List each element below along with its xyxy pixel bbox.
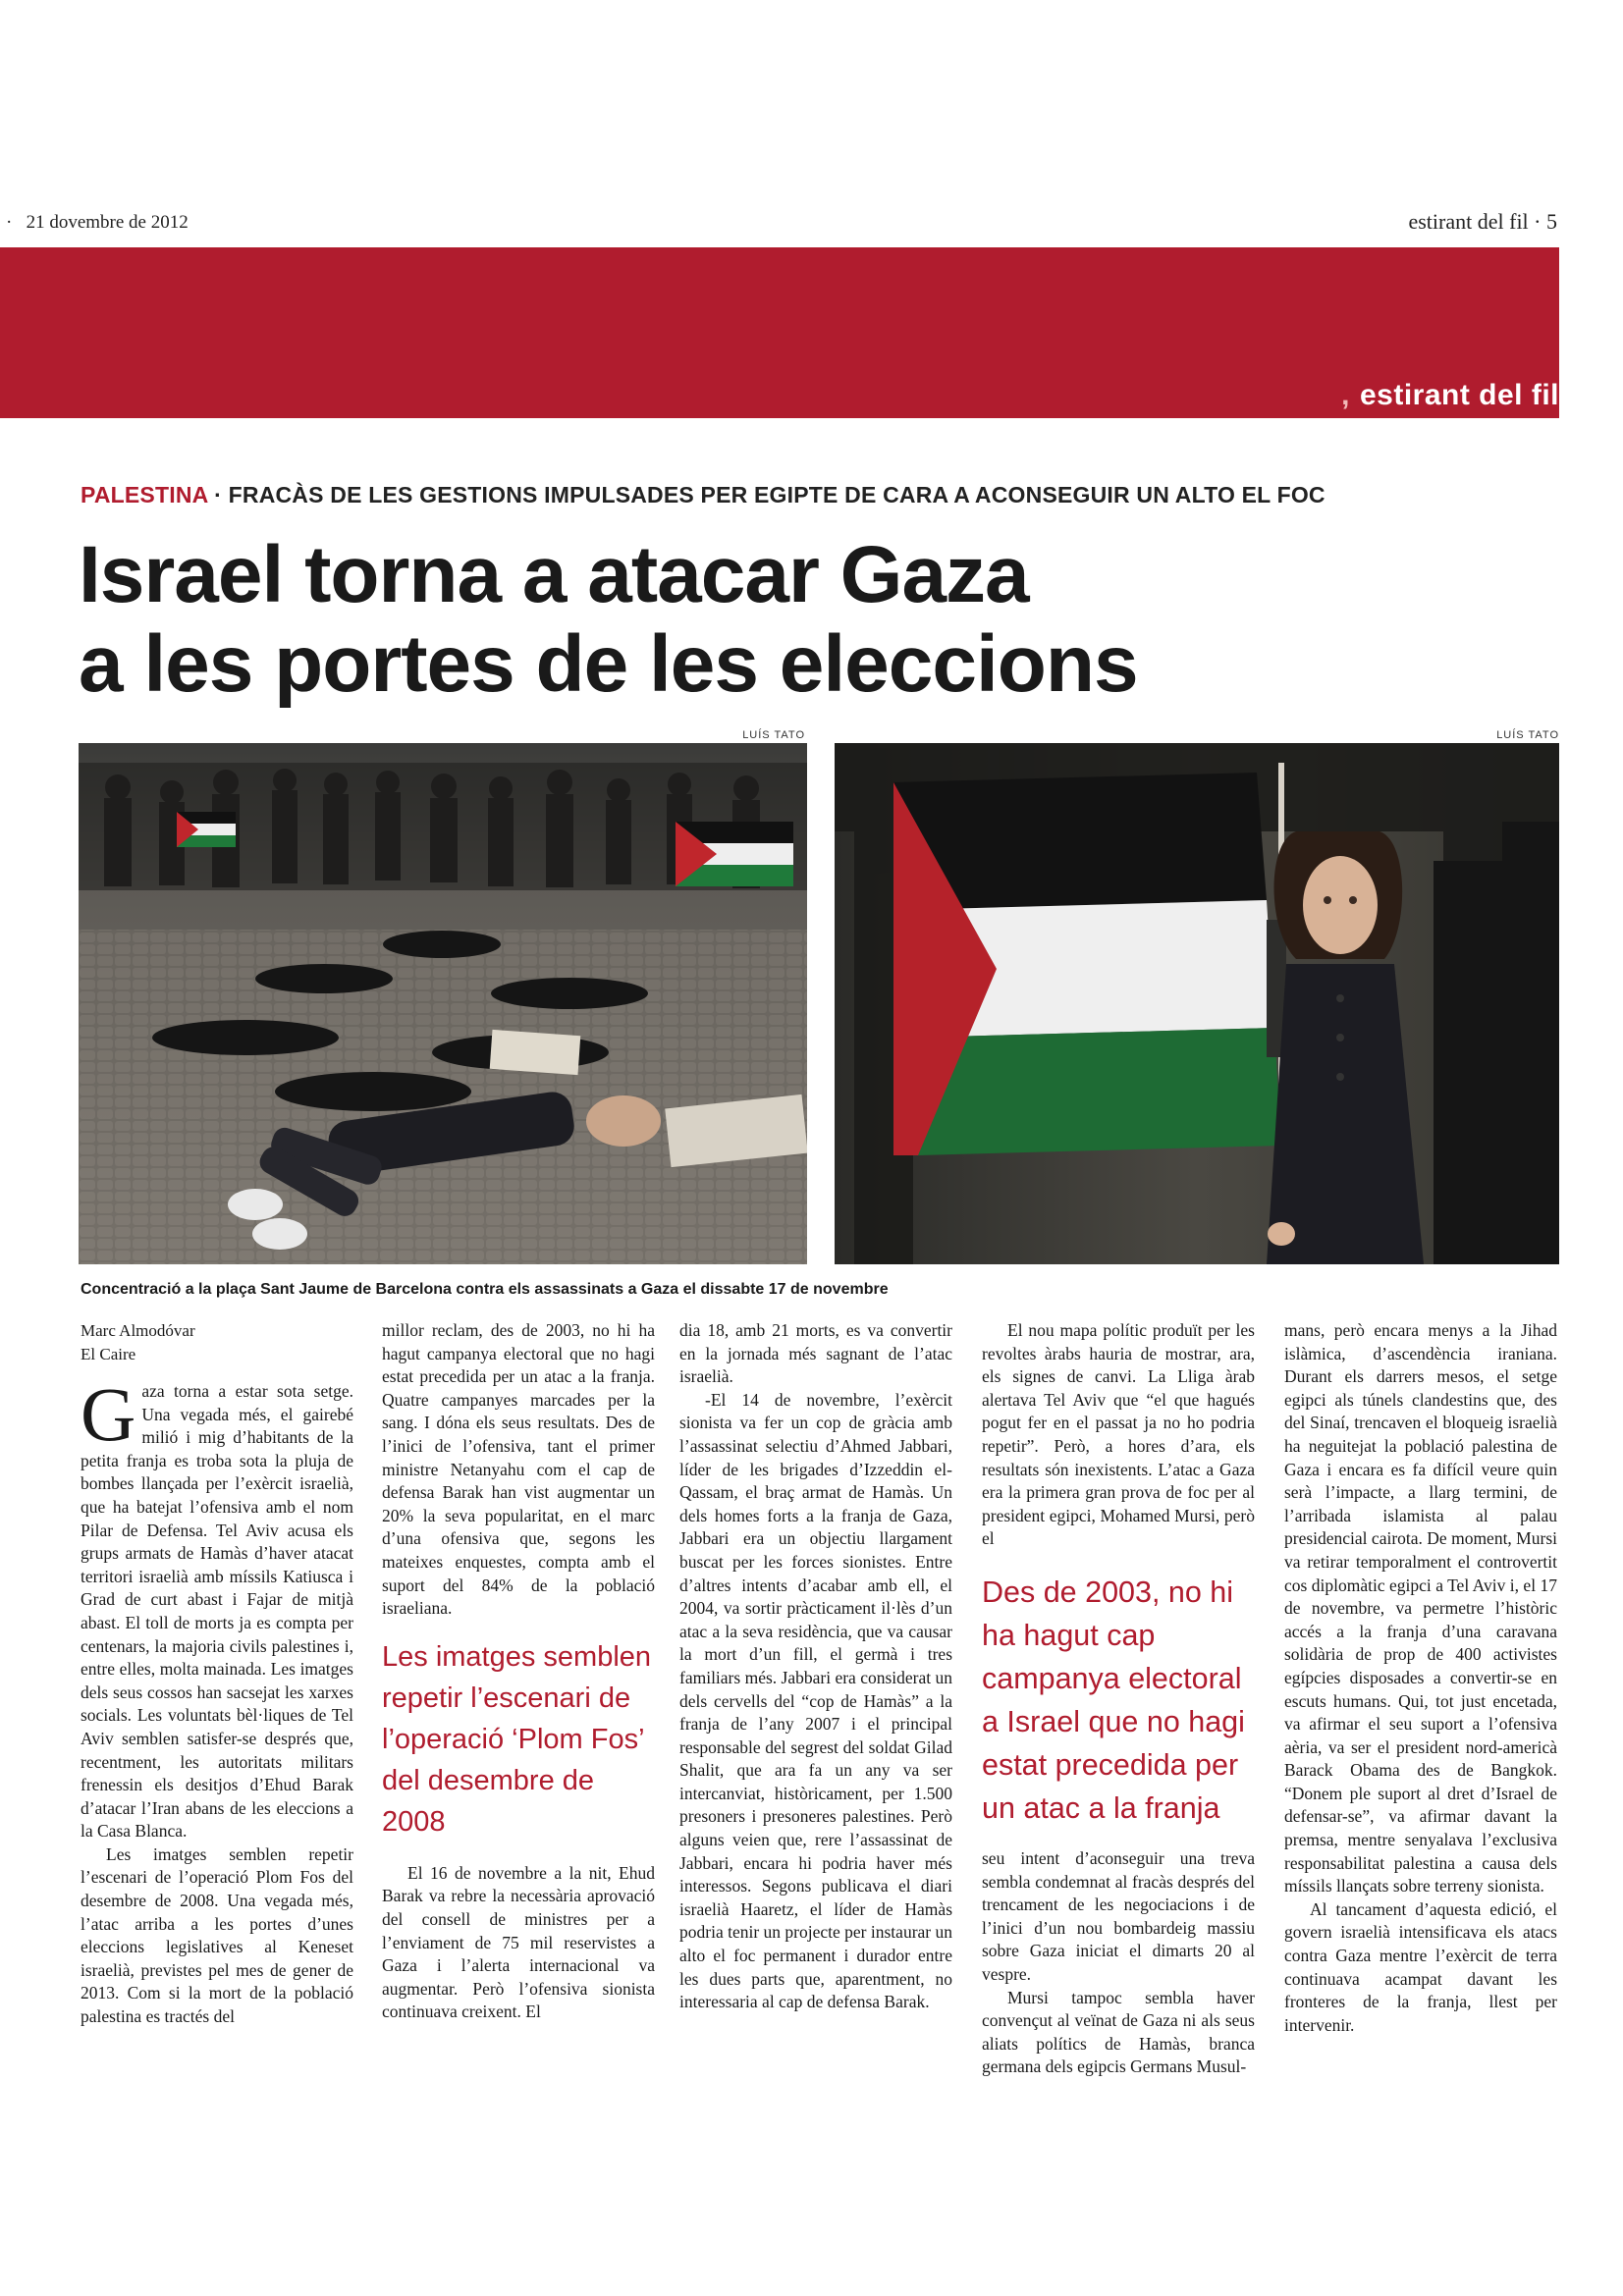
headline-line-1: Israel torna a atacar Gaza bbox=[79, 530, 1029, 619]
header-date: 21 dovembre de 2012 bbox=[26, 212, 189, 233]
drop-cap: G bbox=[81, 1371, 136, 1457]
col4-p2: seu intent d’aconseguir una treva sembla condemnat al fracàs després del trencament de les negociacions i de l’inici d’un nou bombardeig massiu sobre Gaza iniciat el dimarts 20 al vespre. bbox=[982, 1847, 1255, 1984]
photo-girl-flag-illustration bbox=[835, 743, 1559, 1264]
kicker-tag: PALESTINA bbox=[81, 482, 208, 507]
article-column-5 bbox=[1284, 1319, 1557, 2037]
article-column-4 bbox=[982, 1319, 1255, 2079]
photo-credit-left: LUÍS TATO bbox=[742, 729, 805, 741]
page-header-left bbox=[6, 212, 189, 234]
col1-p2: Les imatges semblen repetir l’escenari de l’operació Plom Fos del desembre de 2008. Una vegada més, l’atac arriba a les portes d’unes eleccions legislatives al Keneset israelià, previstes pel mes de gener de 2013. Com si la mort de la població palestina es tractés del bbox=[81, 1843, 353, 2027]
pull-quote-2: Des de 2003, no hi ha hagut cap campanya electoral a Israel que no hagi estat precedida per un atac a la franja bbox=[982, 1575, 1245, 1825]
article-column-3 bbox=[679, 1319, 952, 2014]
photo-die-in-illustration bbox=[79, 743, 807, 1264]
col4-p3: Mursi tampoc sembla haver convençut al veïnat de Gaza ni als seus aliats polítics de Hamàs, branca germana dels egipcis Germans Musul- bbox=[982, 1987, 1255, 2077]
header-bullet: · bbox=[6, 212, 13, 233]
kicker bbox=[81, 482, 1325, 508]
byline bbox=[81, 1319, 353, 1366]
photo-credit-right: LUÍS TATO bbox=[1496, 729, 1559, 741]
col4-p1: El nou mapa polític produït per les revoltes àrabs hauria de mostrar, ara, els signes de canvi. La Lliga àrab alertava Tel Aviv que “el que hagués pogut fer en el passat ja no ho podria repetir”. Però, a hores d’ara, els resultats són inexistents. L’atac a Gaza era la primera gran prova de foc per al president egipci, Mohamed Mursi, però el bbox=[982, 1320, 1255, 1549]
red-section-band bbox=[0, 247, 1559, 418]
article-column-2 bbox=[382, 1319, 655, 2024]
byline-place: El Caire bbox=[81, 1345, 136, 1363]
article-column-1 bbox=[81, 1319, 353, 2029]
col2-p1: millor reclam, des de 2003, no hi ha hagut campanya electoral que no hagi estat precedida per un atac a la franja. Quatre campanyes marcades per la sang. I dóna els seus resultats. Des de l’inici de l’ofensiva, tant el primer ministre Netanyahu com el cap de defensa Barak han vist augmentar un 20% la seva popularitat, en el marc d’una ofensiva que, segons les mateixes enquestes, compta amb el suport del 84% de la població israeliana. bbox=[382, 1320, 655, 1619]
section-mark: , bbox=[1341, 379, 1350, 411]
headline-line-2: a les portes de les eleccions bbox=[79, 619, 1138, 709]
byline-author: Marc Almodóvar bbox=[81, 1321, 195, 1340]
band-section-label bbox=[1341, 379, 1559, 412]
header-section-page: estirant del fil · 5 bbox=[1408, 209, 1557, 234]
col1-p1: aza torna a estar sota setge. Una vegada més, el gairebé milió i mig d’habitants de la petita franja es troba sota la pluja de bombes llançada per l’exèrcit israelià, que ha batejat l’ofensiva amb el nom Pilar de Defensa. Tel Aviv acusa els grups armats de Hamàs d’haver atacat territori israelià amb míssils Katiusca i Grad de curt abast i Fajar de mitjà abast. El toll de morts ja es compta per centenars, la majoria civils palestines i, entre elles, molta mainada. Les imatges dels seus cossos han sacsejat les xarxes socials. Les voluntats bèl·liques de Tel Aviv semblen satisfer-se després que, recentment, les autoritats militars frenessin els desitjos d’Ehud Barak d’atacar l’Iran abans de les eleccions a la Casa Blanca. bbox=[81, 1381, 353, 1842]
photo-girl-with-flag bbox=[835, 743, 1559, 1264]
section-label: estirant del fil bbox=[1359, 379, 1559, 411]
kicker-text: · FRACÀS DE LES GESTIONS IMPULSADES PER EGIPTE DE CARA A ACONSEGUIR UN ALTO EL FOC bbox=[207, 482, 1325, 507]
col5-p2: Al tancament d’aquesta edició, el govern israelià intensificava els atacs contra Gaza mentre l’exèrcit de terra continuava acampat davant les fronteres de la franja, llest per intervenir. bbox=[1284, 1898, 1557, 2035]
photo-die-in-protest bbox=[79, 743, 807, 1264]
body-paragraph bbox=[81, 1371, 353, 1843]
col5-p1: mans, però encara menys a la Jihad islàmica, d’ascendència iraniana. Durant els darrers mesos, el setge egipci als túnels clandestins que, des del Sinaí, trencaven el bloqueig israelià ha neguitejat la població palestina de Gaza i encara es fa difícil veure quin serà l’impacte, a llarg termini, de l’arribada islamista al palau presidencial cairota. De moment, Mursi va retirar temporalment el controvertit cos diplomàtic egipci a Tel Aviv i, el 17 de novembre, va permetre l’històric accés a la franja d’una caravana solidària de prop de 400 activistes egípcies disposades a convertir-se en escuts humans. Qui, tot just encetada, va afirmar el seu suport a l’ofensiva aèria, va ser el president nord-americà Barack Obama des de Bangkok. “Donem ple suport al dret d’Israel de defensar-se”, va afirmar davant la premsa, mentre senyalava l’exclusiva responsabilitat palestina a causa dels míssils llançats sobre terreny sionista. bbox=[1284, 1320, 1557, 1896]
col3-p2: -El 14 de novembre, l’exèrcit sionista va fer un cop de gràcia amb l’assassinat selectiu d’Ahmed Jabbari, líder de les brigades d’Izzeddin el-Qassam, el braç armat de Hamàs. Un dels homes forts a la franja de Gaza, Jabbari era un objectiu llargament buscat per les forces sionistes. Entre d’altres intents d’acabar amb ell, el 2004, va sortir pràcticament il·lès d’un atac a la seva residència, que va causar la mort d’un fill, el germà i tres familiars més. Jabbari era considerat un dels cervells del “cop de Hamàs” a la franja de l’any 2007 i el principal responsable del segrest del soldat Gilad Shalit, que ara fa un any va ser intercanviat, històricament, per 1.500 presoners i presoneres palestines. Però alguns veien que, rere l’assassinat de Jabbari, encara hi podria haver més interessos. Segons publicava el diari israelià Haaretz, el líder de Hamàs podria tenir un projecte per instaurar un alto el foc permanent i durador entre les dues parts que, aparentment, no interessaria al cap de defensa Barak. bbox=[679, 1389, 952, 2012]
pull-quote-1: Les imatges semblen repetir l’escenari de l’operació ‘Plom Fos’ del desembre de 2008 bbox=[382, 1640, 652, 1838]
headline bbox=[79, 530, 1551, 709]
photo-caption: Concentració a la plaça Sant Jaume de Barcelona contra els assassinats a Gaza el dissabte 17 de novembre bbox=[81, 1281, 889, 1298]
col3-p1: dia 18, amb 21 morts, es va convertir en la jornada més sagnant de l’atac israelià. bbox=[679, 1320, 952, 1387]
col2-p2: El 16 de novembre a la nit, Ehud Barak va rebre la necessària aprovació del consell de ministres per a l’enviament de 75 mil reservistes a Gaza i l’alerta internacional va augmentar. Però l’ofensiva sionista continuava creixent. El bbox=[382, 1862, 655, 2022]
